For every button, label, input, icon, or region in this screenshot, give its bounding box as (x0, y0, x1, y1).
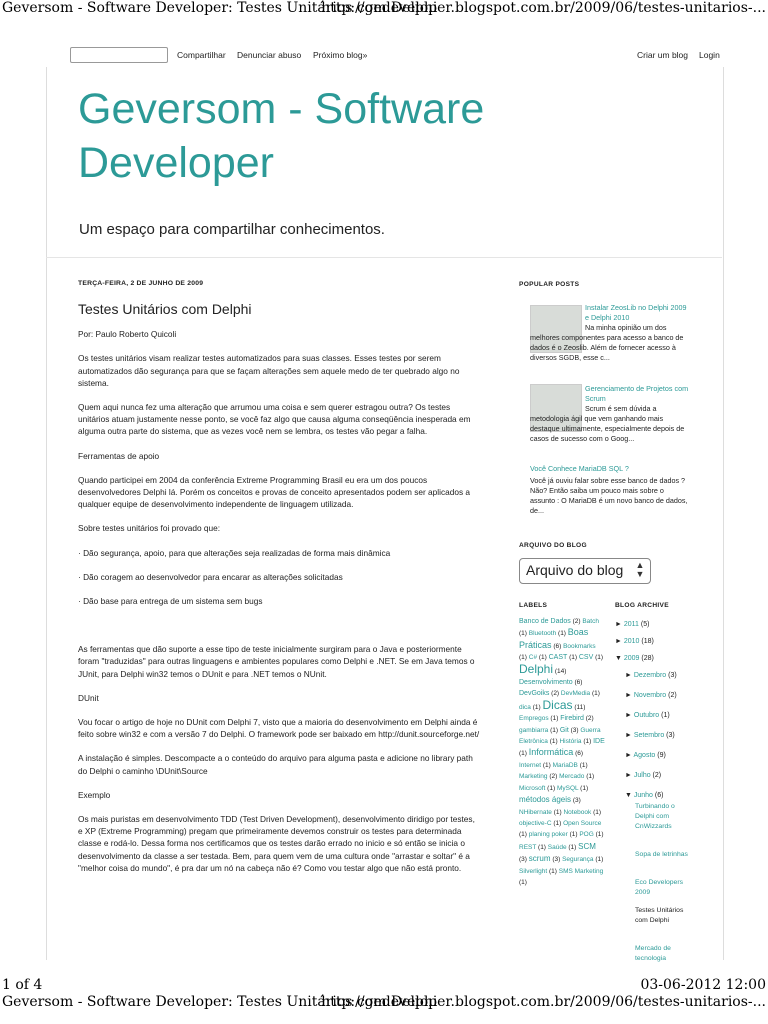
label-link[interactable]: IDE (593, 738, 605, 746)
archive-month-link[interactable]: Outubro (633, 712, 660, 719)
label-item (562, 856, 603, 863)
label-link[interactable]: Banco de Dados (519, 618, 571, 625)
post-title[interactable]: Testes Unitários com Delphi (78, 301, 252, 318)
post-date: TERÇA-FEIRA, 2 DE JUNHO DE 2009 (78, 280, 204, 287)
labels-cloud (519, 616, 605, 888)
label-count: (2) (570, 618, 583, 625)
post-paragraph: Quem aqui nunca fez uma alteração que arrumou uma coisa e sem querer estragou outra? Os testes unitários atuam justamente nesse ponto, se você faz algo que causa alguma conseqüência inesperada em alguma outra parte do sistema, que as vezes você nem se lembra, os testes vão pegar a falha. (78, 402, 471, 437)
archive-month-link[interactable]: Junho (633, 792, 653, 799)
popular-post-1 (585, 303, 689, 323)
label-count: (2) (583, 715, 594, 723)
create-blog-link[interactable]: Criar um blog (637, 50, 689, 60)
label-count: (1) (519, 630, 529, 638)
label-item (559, 773, 594, 780)
label-link[interactable]: objective-C (519, 819, 552, 827)
archive-month (625, 707, 670, 724)
post-bullet: · Dão segurança, apoio, para que alterações seja realizadas de forma mais dinâmica (78, 547, 391, 558)
label-link[interactable]: CAST (548, 654, 568, 662)
label-item (529, 654, 549, 661)
archive-month-link[interactable]: Setembro (633, 732, 665, 739)
collapse-triangle-icon[interactable]: ▼ (615, 655, 624, 662)
label-link[interactable]: C# (528, 654, 538, 662)
popular-post-title[interactable]: Instalar ZeosLib no Delphi 2009 e Delphi 2010 (585, 303, 687, 323)
label-item (563, 809, 601, 816)
archive-month-count: (3) (664, 732, 675, 739)
label-link[interactable]: dica (519, 703, 531, 711)
label-link[interactable]: SMS Marketing (558, 867, 604, 875)
label-link[interactable]: planing poker (528, 831, 568, 839)
archive-year (615, 616, 649, 633)
post-paragraph: Vou focar o artigo de hoje no DUnit com Delphi 7, visto que a maioria do desenvolvimento em Delphi ainda é feito sobre win32 e com a versão 7 do Delphi. O framework pode ser baixado em http://dunit.sourceforge.net/ (78, 717, 480, 740)
label-count: (1) (593, 654, 604, 662)
archive-post-link[interactable]: Sopa de letrinhas (635, 851, 688, 858)
post-paragraph: Os mais puristas em desenvolvimento TDD (Test Driven Development), desenvolvimento diridigo por testes, e XP (Extreme Programming) pregam que primeiramente devemos construir os testes para determinada classe e rodá-lo. Dessa forma nos certificamos que os testes darão errado no inicio e só então se inicia o desenvolvimento da classe a ser testada. Bem, para quem vem de uma cultura onde "arrastar e soltar" é a "melhor coisa do mundo", é pra dar um nó na cabeça não é? Como vou testar algo que não está pronto. (78, 814, 475, 873)
label-link[interactable]: DevMedia (560, 690, 591, 698)
expand-triangle-icon[interactable]: ► (625, 732, 634, 739)
label-link[interactable]: Microsoft (519, 784, 546, 792)
archive-post-link: Testes Unitários com Delphi (635, 907, 684, 924)
label-count: (1) (548, 726, 560, 734)
blog-description: Um espaço para compartilhar conhecimentos. (79, 221, 385, 238)
archive-year-count: (18) (639, 638, 654, 645)
popular-post-3 (530, 464, 690, 516)
label-link[interactable]: Guerra Eletrônica (519, 726, 601, 746)
archive-month-count: (3) (666, 672, 677, 679)
share-link[interactable]: Compartilhar (177, 50, 226, 60)
label-link[interactable]: História (559, 738, 582, 746)
label-link[interactable]: Silverlight (519, 867, 548, 875)
label-link[interactable]: Saúde (547, 843, 567, 851)
label-link[interactable]: Dicas (542, 697, 573, 712)
archive-year-count: (28) (639, 655, 654, 662)
label-count: (1) (530, 703, 543, 711)
label-item (519, 661, 567, 676)
label-item (548, 844, 578, 851)
label-item (519, 618, 582, 625)
label-count: (6) (572, 679, 583, 687)
label-item (557, 785, 588, 792)
post-paragraph: Sobre testes unitários foi provado que: (78, 523, 221, 534)
label-count: (2) (547, 773, 560, 781)
archive-month-count: (6) (652, 792, 664, 799)
label-count: (1) (566, 843, 579, 851)
label-count: (1) (567, 831, 580, 839)
label-count: (1) (593, 831, 604, 839)
archive-month-link[interactable]: Dezembro (633, 672, 667, 679)
label-link[interactable]: NHibernate (519, 808, 552, 816)
label-count: (6) (573, 750, 584, 758)
archive-year-link[interactable]: 2009 (623, 655, 640, 662)
archive-month-count: (1) (659, 712, 670, 719)
archive-month (625, 687, 677, 704)
label-item (561, 690, 600, 697)
post-paragraph: As ferramentas que dão suporte a esse tipo de teste inicialmente surgiram para o Java e posteriormente foram "traduzidas" para outras linguagens e ambientes populares como Delphi e .NET. Se em Java temos o JUnit, para Delphi win32 temos o DUnit e para .NET temos o NUnit. (78, 644, 475, 679)
label-count: (1) (545, 784, 557, 792)
label-item (529, 856, 562, 863)
archive-month (625, 727, 675, 744)
post (78, 278, 480, 874)
label-link[interactable]: Mercado (559, 773, 585, 781)
label-item (542, 697, 586, 712)
label-item (519, 762, 553, 769)
label-item (579, 831, 603, 838)
updown-arrow-icon: ▲ ▼ (635, 560, 645, 579)
label-link[interactable]: scrum (528, 854, 551, 864)
label-item (519, 690, 561, 697)
popular-post-title[interactable]: Gerenciamento de Projetos com Scrum (585, 384, 689, 404)
archive-post-link[interactable]: Turbinando o Delphi com CnWizzards (635, 803, 675, 830)
print-header-title: Geversom - Software Developer: Testes Unitários com Delphi (2, 0, 438, 16)
label-count: (1) (578, 784, 589, 792)
label-link[interactable]: métodos ágeis (519, 795, 572, 805)
label-count: (1) (547, 867, 559, 875)
archive-month (625, 667, 677, 684)
label-count: (3) (568, 726, 581, 734)
label-count: (1) (536, 843, 548, 851)
expand-triangle-icon[interactable]: ► (615, 638, 624, 645)
expand-triangle-icon[interactable]: ► (615, 621, 624, 628)
label-item (553, 762, 588, 769)
label-item (549, 654, 579, 661)
post-paragraph: A instalação é simples. Descompacte a o conteúdo do arquivo para alguma pasta e adicione no library path do Delphi o caminho \DUnit\Source (78, 753, 473, 776)
archive-month-count: (9) (655, 752, 666, 759)
label-count: (2) (549, 690, 561, 698)
archive-month-count: (2) (666, 692, 677, 699)
label-link[interactable]: Marketing (519, 773, 548, 781)
label-item (519, 773, 559, 780)
label-item (519, 715, 560, 722)
post-subheading: Ferramentas de apoio (78, 450, 160, 461)
label-link[interactable]: Git (559, 726, 569, 734)
archive-year-link[interactable]: 2010 (623, 638, 640, 645)
label-count: (1) (547, 738, 560, 746)
archive-post-link[interactable]: Eco Developers 2009 (635, 879, 683, 896)
label-count: (1) (590, 690, 600, 698)
label-link[interactable]: Notebook (563, 808, 592, 816)
archive-select-value: Arquivo do blog (526, 562, 624, 578)
label-item (579, 654, 603, 661)
archive-month-link[interactable]: Julho (633, 772, 651, 779)
archive-year (615, 633, 654, 650)
label-count: (14) (553, 667, 567, 675)
blogger-navbar (70, 46, 722, 66)
label-item (519, 809, 563, 816)
label-link[interactable]: Bluetooth (528, 630, 557, 638)
archive-year-link[interactable]: 2011 (623, 621, 639, 628)
label-link[interactable]: Batch (582, 618, 599, 625)
label-count: (1) (567, 654, 579, 662)
post-subheading: DUnit (78, 692, 99, 703)
post-subheading: Exemplo (78, 789, 111, 800)
expand-triangle-icon[interactable]: ► (625, 672, 634, 679)
label-link[interactable]: POG (579, 831, 594, 839)
label-count: (1) (556, 630, 568, 638)
label-item (519, 704, 543, 711)
print-footer-title: Geversom - Software Developer: Testes Unitários com Delphi (2, 994, 438, 1010)
post-bullet: · Dão base para entrega de um sistema sem bugs (78, 596, 263, 607)
label-link[interactable]: Boas Práticas (519, 627, 589, 650)
label-item (560, 727, 581, 734)
popular-post-snippet: Você já ouviu falar sobre esse banco de dados ?Não? Então saiba um pouco mais sobre o assunto : O MariaDB é um novo banco de dados, de... (530, 476, 688, 516)
post-author: Por: Paulo Roberto Quicoli (78, 329, 177, 340)
print-header-url: http://gedeveloper.blogspot.com.br/2009/06/testes-unitarios-... (321, 0, 766, 16)
post-paragraph: Quando participei em 2004 da conferência Extreme Programming Brasil eu era um dos poucos desenvolvedores Delphi lá. Porém os conceitos e provas de conceito apresentados podem ser aplicados a qualquer equipe de desenvolvimento independente de linguagem utilizada. (78, 474, 471, 510)
label-link[interactable]: MySQL (556, 784, 579, 792)
label-item (528, 747, 584, 758)
label-link[interactable]: DevGoiks (519, 690, 550, 698)
label-count: (1) (537, 654, 549, 662)
label-count: (1) (577, 761, 588, 769)
popular-post-2 (585, 384, 689, 404)
search-input[interactable] (70, 47, 168, 63)
label-count: (1) (551, 808, 564, 816)
report-abuse-link[interactable]: Denunciar abuso (237, 50, 302, 60)
collapse-triangle-icon[interactable]: ▼ (625, 792, 634, 799)
blog-archive-heading: BLOG ARCHIVE (615, 602, 669, 609)
popular-posts-heading: POPULAR POSTS (519, 281, 580, 288)
label-link[interactable]: Bookmarks (563, 642, 596, 650)
label-count: (11) (572, 703, 586, 711)
label-count: (3) (550, 856, 563, 864)
label-item (519, 679, 582, 686)
label-link[interactable]: Open Source (563, 819, 602, 827)
expand-triangle-icon[interactable]: ► (625, 752, 634, 759)
archive-post-link[interactable]: Mercado de tecnologia (635, 945, 671, 962)
label-count: (3) (519, 856, 529, 864)
expand-triangle-icon[interactable]: ► (625, 772, 634, 779)
label-item (560, 715, 593, 722)
label-count: (1) (591, 808, 602, 816)
blog-title[interactable]: Geversom - Software Developer (78, 85, 485, 187)
popular-post-snippet: Na minha opinião um dos melhores componentes para acesso a banco de dados é o Zeoslib. Além de fornecer acesso à diversos SGDB, esse c... (530, 323, 684, 363)
expand-triangle-icon[interactable]: ► (625, 712, 634, 719)
page-number: 1 of 4 (2, 977, 43, 993)
archive-select[interactable] (519, 558, 651, 584)
label-count: (1) (519, 750, 529, 758)
label-count: (6) (551, 642, 564, 650)
popular-post-title[interactable]: Você Conhece MariaDB SQL ? (530, 464, 629, 473)
label-link[interactable]: Internet (519, 761, 542, 769)
label-item (519, 785, 557, 792)
expand-triangle-icon[interactable]: ► (625, 692, 634, 699)
label-count: (1) (519, 654, 529, 662)
archive-heading: ARQUIVO DO BLOG (519, 542, 587, 549)
post-paragraph: Os testes unitários visam realizar testes automatizados para suas classes. Esses testes por serem automatizados dão segurança para que se façam alterações sem aquele medo de ter quebrado algo no sistema. (78, 353, 460, 388)
labels-heading: LABELS (519, 602, 548, 609)
label-count: (1) (519, 878, 527, 886)
label-link[interactable]: Segurança (562, 856, 594, 864)
archive-month-link[interactable]: Novembro (633, 692, 667, 699)
label-count: (1) (551, 819, 564, 827)
label-count: (1) (581, 738, 594, 746)
label-item (519, 727, 560, 734)
label-link[interactable]: Desenvolvimento (519, 679, 573, 687)
label-item (529, 831, 580, 838)
label-link[interactable]: MariaDB (552, 761, 578, 769)
label-link[interactable]: SCM (578, 841, 596, 851)
label-link[interactable]: Informática (528, 747, 574, 758)
label-item (559, 738, 593, 745)
label-link[interactable]: Firebird (560, 715, 584, 723)
archive-month (625, 767, 661, 784)
archive-month-link[interactable]: Agosto (633, 752, 656, 759)
login-link[interactable]: Login (699, 50, 720, 60)
label-link[interactable]: REST (519, 843, 537, 851)
label-count: (1) (519, 831, 529, 839)
post-bullet: · Dão coragem ao desenvolvedor para encarar as alterações solicitadas (78, 571, 343, 582)
label-item (519, 797, 581, 804)
archive-year (615, 650, 654, 667)
archive-month (625, 747, 666, 764)
label-count: (1) (584, 773, 595, 781)
label-item (519, 868, 559, 875)
label-link[interactable]: Empregos (519, 715, 549, 723)
label-item (519, 820, 563, 827)
next-blog-link[interactable]: Próximo blog» (313, 50, 368, 60)
label-count: (1) (548, 715, 561, 723)
print-footer-url: http://gedeveloper.blogspot.com.br/2009/06/testes-unitarios-... (321, 994, 766, 1010)
label-link[interactable]: gambiarra (519, 726, 549, 734)
label-item (529, 630, 568, 637)
label-link[interactable]: Delphi (519, 661, 554, 676)
label-count: (3) (571, 797, 581, 805)
print-datetime: 03-06-2012 12:00 (640, 977, 766, 993)
archive-year-count: (5) (638, 621, 650, 628)
label-link[interactable]: CSV (578, 654, 594, 662)
label-count: (1) (593, 856, 604, 864)
archive-month-count: (2) (650, 772, 662, 779)
label-item (519, 844, 548, 851)
popular-post-snippet: Scrum é sem dúvida a metodologia ágil que vem ganhando mais destaque ultimamente, especialmente depois de casos de sucesso com o Goog... (530, 404, 685, 444)
label-count: (1) (541, 761, 553, 769)
